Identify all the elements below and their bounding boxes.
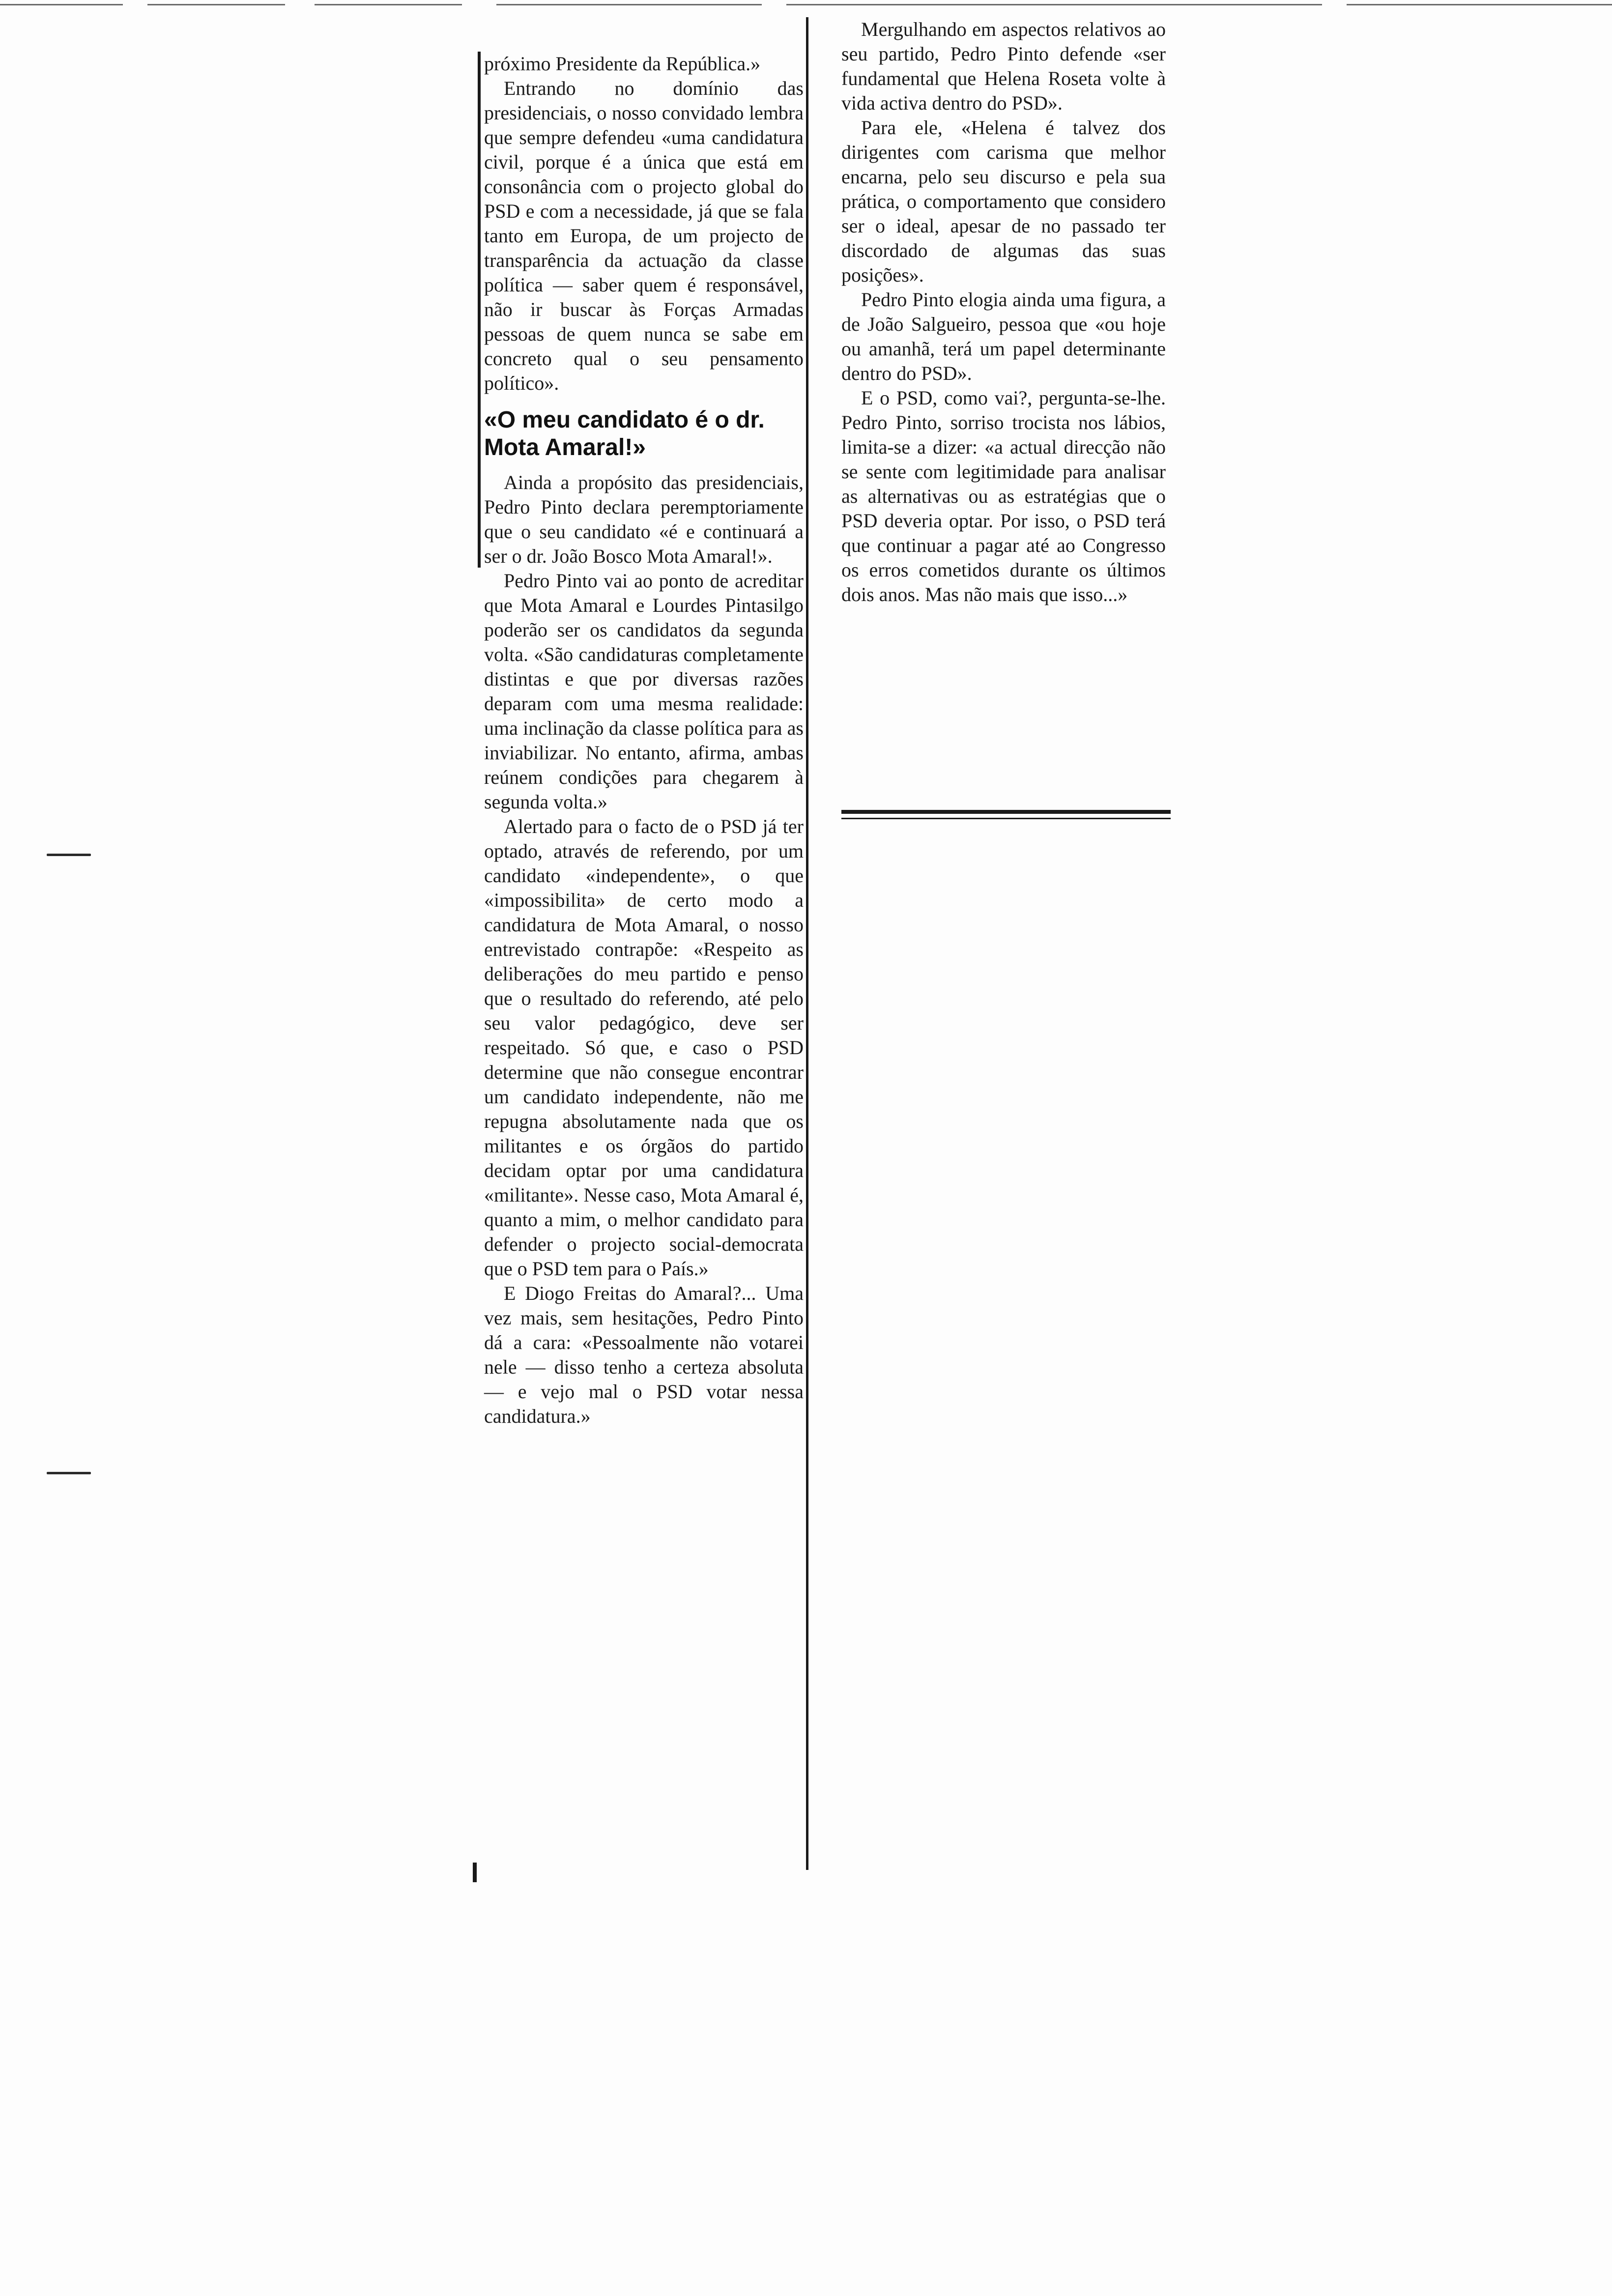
section-subheading: «O meu candidato é o dr. Mota Amaral!» xyxy=(484,407,765,460)
paragraph: E o PSD, como vai?, pergunta-se-lhe. Pedro Pinto, sorriso trocista nos lábios, limita-se a dizer: «a actual direcção não se sente com legitimidade para analisar as alternativas ou as estratégias que o PSD deveria optar. Por isso, o PSD terá que continuar a pagar até ao Congresso os erros cometidos durante os últimos dois anos. Mas não mais que isso...» xyxy=(841,387,1166,605)
margin-mark xyxy=(47,854,91,856)
paragraph: Para ele, «Helena é talvez dos dirigentes com carisma que melhor encarna, pelo seu discurso e pela sua prática, o comportamento que considero ser o ideal, apesar de no passado ter discordado de algumas das suas posições». xyxy=(841,116,1166,286)
scan-edge-line xyxy=(786,4,1322,5)
column-rule xyxy=(473,1863,477,1882)
paragraph: Mergulhando em aspectos relativos ao seu partido, Pedro Pinto defende «ser fundamental que Helena Roseta volte à vida activa dentro do PSD». xyxy=(841,18,1166,114)
scan-edge-line xyxy=(315,4,462,5)
paragraph: Alertado para o facto de o PSD já ter optado, através de referendo, por um candidato «independente», o que «impossibilita» de certo modo a candidatura de Mota Amaral, o nosso entrevistado contrapõe: «Respeito as deliberações do meu partido e penso que o resultado do referendo, até pelo seu valor pedagógico, deve ser respeitado. Só que, e caso o PSD determine que não consegue encontrar um candidato independente, não me repugna absolutamente nada que os militantes e os órgãos do partido decidam optar por uma candidatura «militante». Nesse caso, Mota Amaral é, quanto a mim, o melhor candidato para defender o projecto social-democrata que o PSD tem para o País.» xyxy=(484,815,804,1280)
margin-mark xyxy=(47,1472,91,1474)
paragraph: Ainda a propósito das presidenciais, Pedro Pinto declara peremptoriamente que o seu candidato «é e continuará a ser o dr. João Bosco Mota Amaral!». xyxy=(484,471,804,567)
paragraph: Entrando no domínio das presidenciais, o nosso convidado lembra que sempre defendeu «uma candidatura civil, porque é a única que está em consonância com o projecto global do PSD e com a necessidade, já que se fala tanto em Europa, de um projecto de transparência da actuação da classe política — saber quem é responsável, não ir buscar às Forças Armadas pessoas de quem nunca se sabe em concreto qual o seu pensamento político». xyxy=(484,77,804,394)
column-divider xyxy=(806,17,808,1870)
paragraph: Pedro Pinto vai ao ponto de acreditar que Mota Amaral e Lourdes Pintasilgo poderão ser os candidatos da segunda volta. «São candidaturas completamente distintas e que por diversas razões deparam com uma mesma realidade: uma inclinação da classe política para as inviabilizar. No entanto, afirma, ambas reúnem condições para chegarem à segunda volta.» xyxy=(484,570,804,813)
column-rule xyxy=(478,52,481,568)
scan-edge-line xyxy=(496,4,762,5)
article-end-rule xyxy=(841,818,1171,819)
paragraph: Pedro Pinto elogia ainda uma figura, a de João Salgueiro, pessoa que «ou hoje ou amanhã, terá um papel determinante dentro do PSD». xyxy=(841,288,1166,384)
scan-edge-line xyxy=(0,4,123,5)
paragraph: E Diogo Freitas do Amaral?... Uma vez mais, sem hesitações, Pedro Pinto dá a cara: «Pessoalmente não votarei nele — disso tenho a certeza absoluta — e vejo mal o PSD votar nessa candidatura.» xyxy=(484,1282,804,1427)
article-end-rule xyxy=(841,810,1171,814)
scan-edge-line xyxy=(147,4,285,5)
right-column xyxy=(841,17,1166,607)
left-column xyxy=(484,52,804,1429)
paragraph: próximo Presidente da República.» xyxy=(484,53,761,75)
scan-edge-line xyxy=(1347,4,1612,5)
